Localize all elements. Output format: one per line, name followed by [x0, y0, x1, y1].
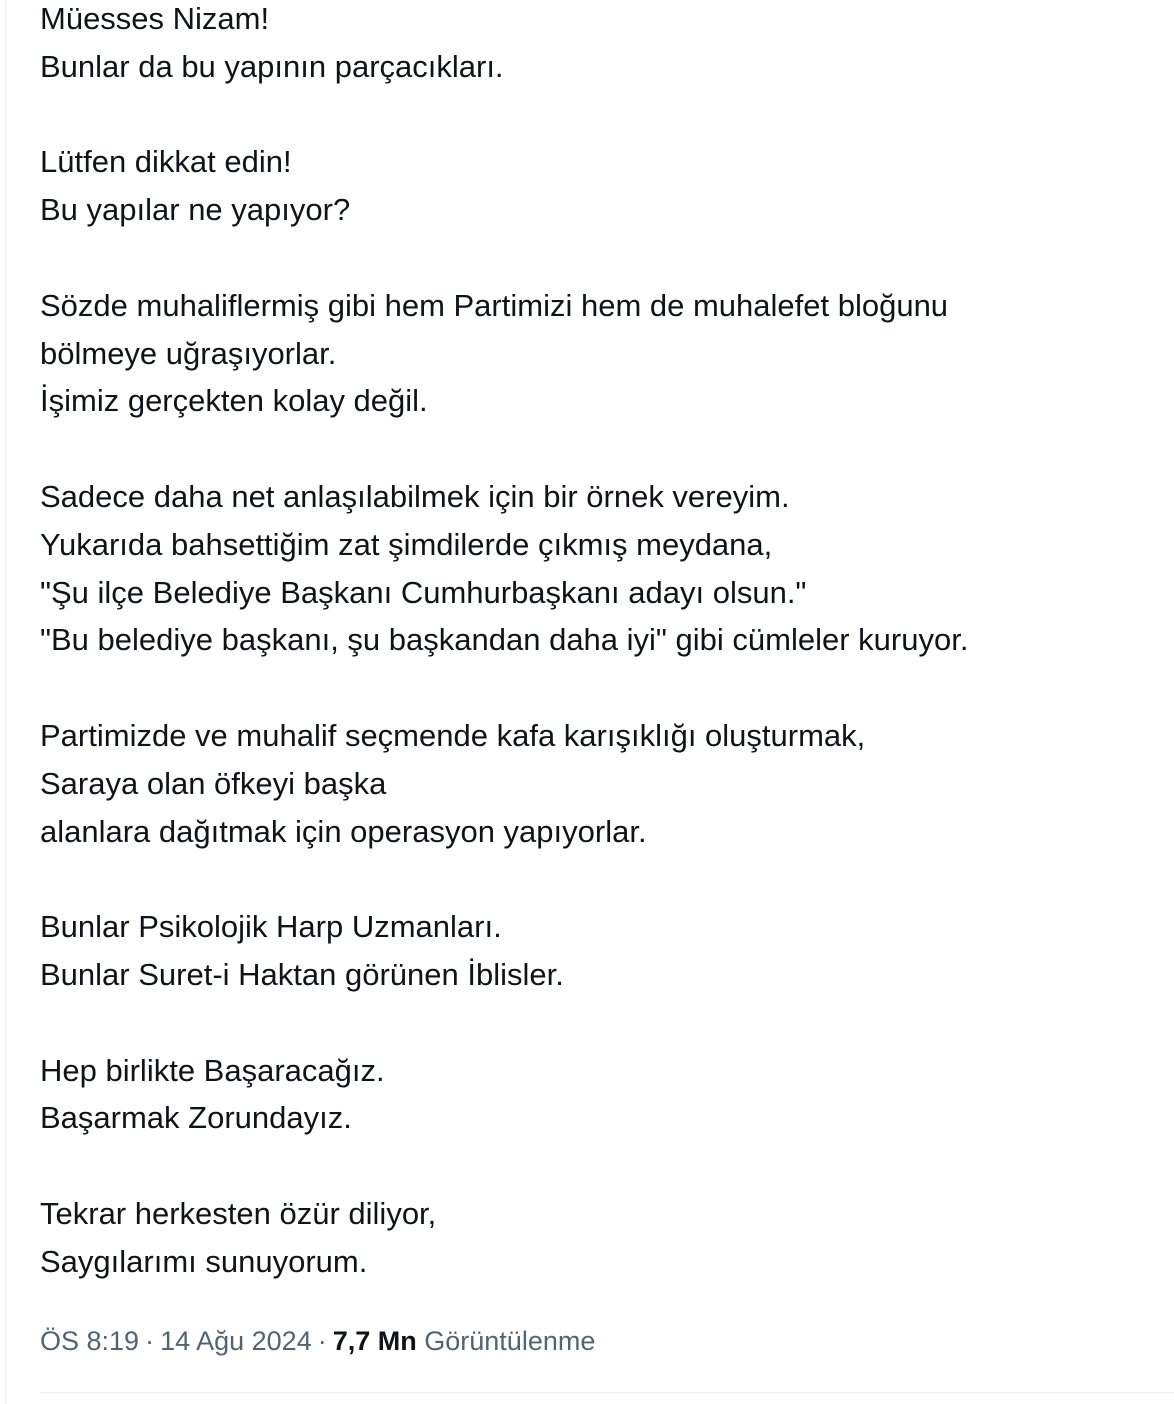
- post-text-line: Müesses Nizam!: [40, 1, 270, 36]
- post-text-line: İşimiz gerçekten kolay değil.: [40, 383, 428, 419]
- post-text-line: Bunlar Psikolojik Harp Uzmanları.: [40, 909, 502, 945]
- post-text-line: Yukarıda bahsettiğim zat şimdilerde çıkmış meydana,: [40, 526, 773, 562]
- paragraph-gap: [40, 425, 1150, 473]
- post-metadata: [40, 1321, 595, 1361]
- views-count[interactable]: 7,7 Mn: [332, 1326, 417, 1356]
- post-date-link[interactable]: 14 Ağu 2024: [160, 1326, 312, 1356]
- paragraph-gap: [40, 999, 1150, 1047]
- paragraph-gap: [40, 91, 1150, 139]
- paragraph-gap: [40, 234, 1150, 282]
- post-text-line: Sadece daha net anlaşılabilmek için bir örnek vereyim.: [40, 478, 790, 514]
- post-text-line: Başarmak Zorundayız.: [40, 1100, 352, 1136]
- post-text-line: Partimizde ve muhalif seçmende kafa karışıklığı oluşturmak,: [40, 717, 866, 753]
- post-text-line: "Şu ilçe Belediye Başkanı Cumhurbaşkanı adayı olsun.": [40, 574, 807, 610]
- post-text-line: Hep birlikte Başaracağız.: [40, 1052, 385, 1088]
- post-text-line: "Bu belediye başkanı, şu başkandan daha iyi" gibi cümleler kuruyor.: [40, 622, 969, 658]
- meta-separator: ·: [145, 1326, 155, 1356]
- post-text: [40, 0, 1150, 1286]
- paragraph-gap: [40, 855, 1150, 903]
- post-text-line: alanlara dağıtmak için operasyon yapıyorlar.: [40, 813, 647, 849]
- paragraph-gap: [40, 664, 1150, 712]
- post-text-line: Bunlar Suret-i Haktan görünen İblisler.: [40, 956, 564, 992]
- post-text-line: Tekrar herkesten özür diliyor,: [40, 1195, 437, 1231]
- post-text-line: Bunlar da bu yapının parçacıkları.: [40, 48, 504, 84]
- post-text-line: Bu yapılar ne yapıyor?: [40, 192, 351, 228]
- post-text-line: Saygılarımı sunuyorum.: [40, 1243, 368, 1279]
- divider: [40, 1392, 1174, 1393]
- post-text-line: Lütfen dikkat edin!: [40, 144, 292, 180]
- views-label[interactable]: Görüntülenme: [424, 1326, 596, 1356]
- post-time-link[interactable]: ÖS 8:19: [40, 1326, 140, 1356]
- post-text-line: Saraya olan öfkeyi başka: [40, 765, 387, 801]
- post-detail-column: [5, 0, 1174, 1404]
- post-text-line: bölmeye uğraşıyorlar.: [40, 335, 337, 371]
- post-text-line: Sözde muhaliflermiş gibi hem Partimizi hem de muhalefet bloğunu: [40, 287, 949, 323]
- meta-separator: ·: [317, 1326, 327, 1356]
- paragraph-gap: [40, 1142, 1150, 1190]
